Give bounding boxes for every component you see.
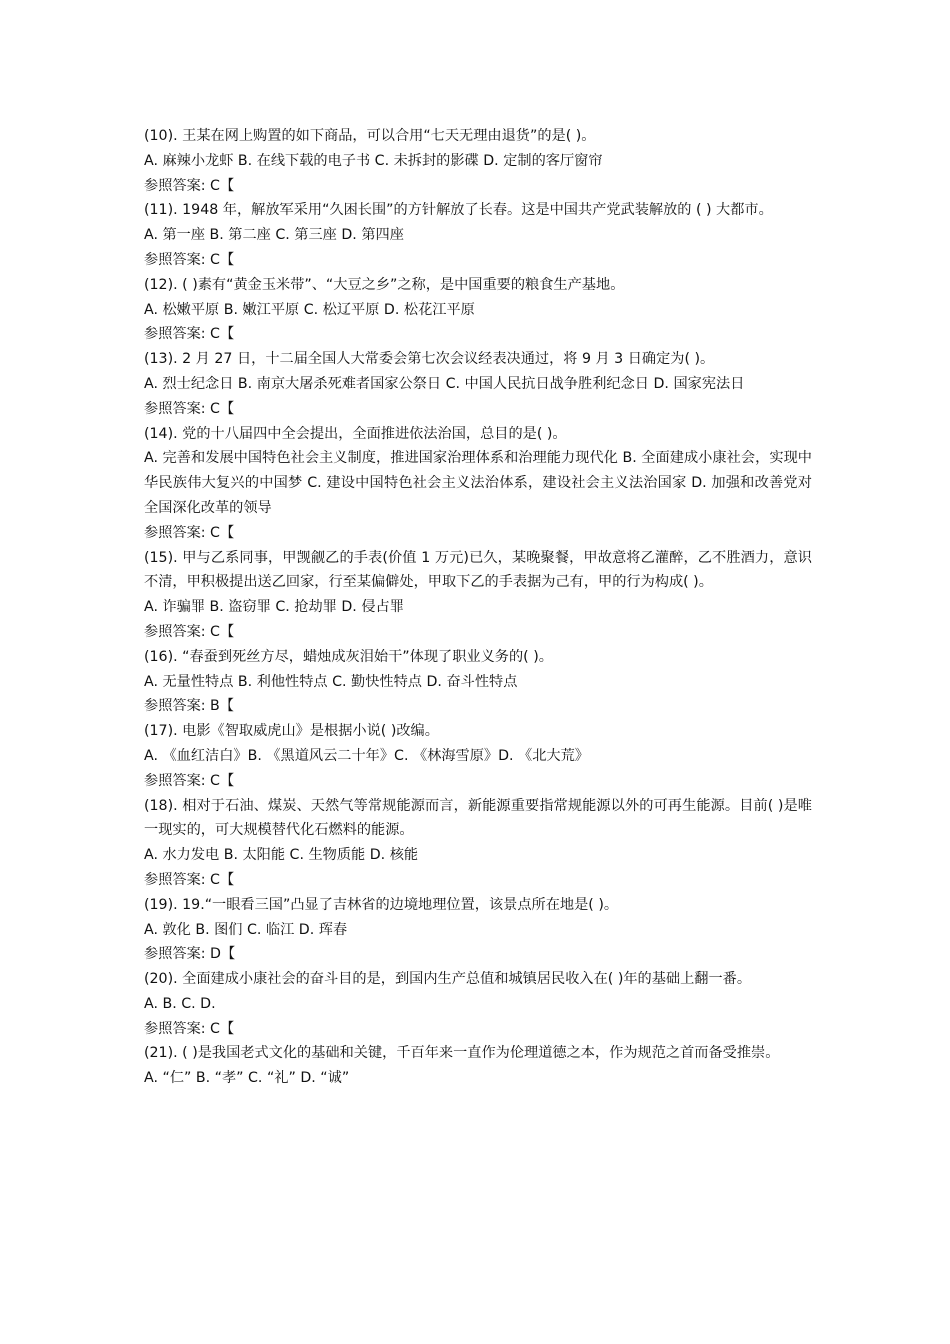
- question-14-answer: 参照答案: C【: [144, 524, 235, 541]
- question-21-stem: (21). ( )是我国老式文化的基础和关键，千百年来一直作为伦理道德之本，作为规范之首而备受推崇。: [144, 1045, 780, 1062]
- question-11-stem: (11). 1948 年，解放军采用“久困长围”的方针解放了长春。这是中国共产党武装解放的 ( ) 大都市。: [144, 202, 773, 219]
- question-13-stem: (13). 2 月 27 日，十二届全国人大常委会第七次会议经表决通过，将 9 月 3 日确定为( )。: [144, 351, 715, 368]
- question-14-options: A. 完善和发展中国特色社会主义制度，推进国家治理体系和治理能力现代化 B. 全面建成小康社会，实现中华民族伟大复兴的中国梦 C. 建设中国特色社会主义法治体系，建设社会主义法治国家 D. 加强和改善党对全国深化改革的领导: [144, 450, 812, 516]
- question-10-options: A. 麻辣小龙虾 B. 在线下载的电子书 C. 未拆封的影碟 D. 定制的客厅窗帘: [144, 152, 603, 169]
- question-18-options: A. 水力发电 B. 太阳能 C. 生物质能 D. 核能: [144, 847, 419, 864]
- question-19-options: A. 敦化 B. 图们 C. 临江 D. 珲春: [144, 921, 348, 938]
- question-19-answer: 参照答案: D【: [144, 946, 236, 963]
- question-14-stem: (14). 党的十八届四中全会提出，全面推进依法治国，总目的是( )。: [144, 425, 567, 442]
- question-17-answer: 参照答案: C【: [144, 772, 235, 789]
- question-12-stem: (12). ( )素有“黄金玉米带”、“大豆之乡”之称，是中国重要的粮食生产基地。: [144, 276, 625, 293]
- question-16-answer: 参照答案: B【: [144, 698, 234, 715]
- question-20-answer: 参照答案: C【: [144, 1020, 235, 1037]
- question-20-stem: (20). 全面建成小康社会的奋斗目的是，到国内生产总值和城镇居民收入在( )年的基础上翻一番。: [144, 971, 752, 988]
- question-21-options: A. “仁” B. “孝” C. “礼” D. “诚”: [144, 1070, 350, 1087]
- question-15-options: A. 诈骗罪 B. 盗窃罪 C. 抢劫罪 D. 侵占罪: [144, 599, 404, 616]
- question-17-options: A. 《血红洁白》B. 《黑道风云二十年》C. 《林海雪原》D. 《北大荒》: [144, 747, 589, 764]
- question-13-answer: 参照答案: C【: [144, 400, 235, 417]
- question-10-stem: (10). 王某在网上购置的如下商品，可以合用“七天无理由退货”的是( )。: [144, 128, 596, 144]
- question-16-stem: (16). “春蚕到死丝方尽，蜡烛成灰泪始干”体现了职业义务的( )。: [144, 648, 553, 665]
- question-15-answer: 参照答案: C【: [144, 623, 235, 640]
- question-13-options: A. 烈士纪念日 B. 南京大屠杀死难者国家公祭日 C. 中国人民抗日战争胜利纪念日 D. 国家宪法日: [144, 375, 745, 392]
- question-15-stem: (15). 甲与乙系同事，甲觊觎乙的手表(价值 1 万元)已久，某晚聚餐，甲故意将乙灌醉，乙不胜酒力，意识不清，甲积极提出送乙回家，行至某偏僻处，甲取下乙的手表据为己有，甲的行为构成( )。: [144, 549, 812, 591]
- question-18-stem: (18). 相对于石油、煤炭、天然气等常规能源而言，新能源重要指常规能源以外的可再生能源。目前( )是唯一现实的，可大规模替代化石燃料的能源。: [144, 797, 812, 839]
- question-17-stem: (17). 电影《智取威虎山》是根据小说( )改编。: [144, 723, 439, 740]
- document-page: [144, 124, 812, 1091]
- question-16-options: A. 无量性特点 B. 利他性特点 C. 勤快性特点 D. 奋斗性特点: [144, 673, 518, 690]
- question-20-options: A. B. C. D.: [144, 995, 216, 1012]
- question-18-answer: 参照答案: C【: [144, 871, 235, 888]
- question-12-options: A. 松嫩平原 B. 嫩江平原 C. 松辽平原 D. 松花江平原: [144, 301, 475, 318]
- question-19-stem: (19). 19.“一眼看三国”凸显了吉林省的边境地理位置，该景点所在地是( )。: [144, 896, 619, 913]
- question-12-answer: 参照答案: C【: [144, 326, 235, 343]
- question-11-answer: 参照答案: C【: [144, 251, 235, 268]
- question-11-options: A. 第一座 B. 第二座 C. 第三座 D. 第四座: [144, 227, 404, 244]
- question-10-answer: 参照答案: C【: [144, 177, 235, 194]
